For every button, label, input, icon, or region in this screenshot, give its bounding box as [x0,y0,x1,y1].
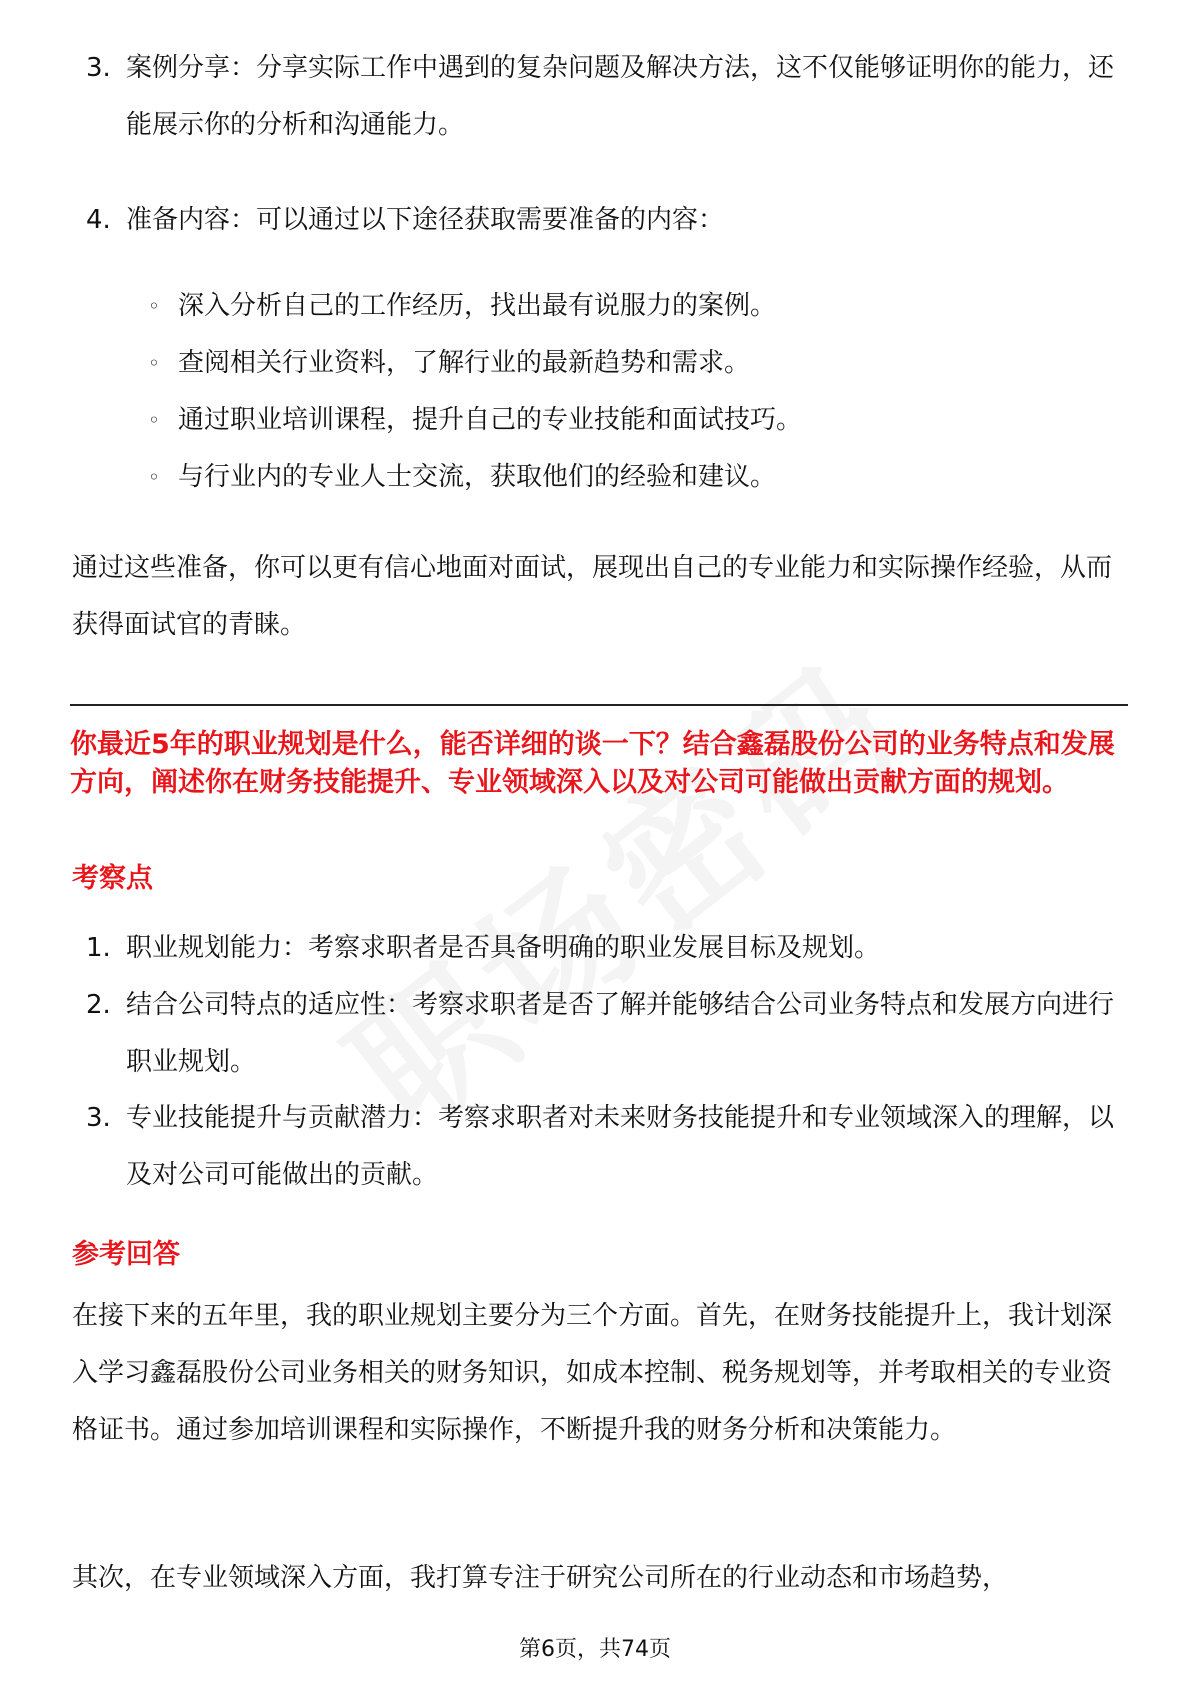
bullet-text: 查阅相关行业资料，了解行业的最新趋势和需求。 [178,348,751,378]
list-number: 2. [86,990,111,1020]
bullet-text: 深入分析自己的工作经历，找出最有说服力的案例。 [178,291,777,321]
section-heading-examine: 考察点 [72,863,153,894]
list-number: 3. [86,53,111,83]
page-number: 第6页，共74页 [519,1637,671,1662]
bullet-icon: ◦ [148,465,160,489]
answer-paragraph: 在接下来的五年里，我的职业规划主要分为三个方面。首先，在财务技能提升上，我计划深入学习鑫磊股份公司业务相关的财务知识，如成本控制、税务规划等，并考取相关的专业资格证书。通过参加培训课程和实际操作，不断提升我的财务分析和决策能力。 [72,1301,1113,1445]
closing-paragraph: 通过这些准备，你可以更有信心地面对面试，展现出自己的专业能力和实际操作经验，从而获得面试官的青睐。 [72,553,1113,640]
bullet-icon: ◦ [148,408,160,432]
list-number: 3. [86,1103,111,1133]
list-text: 案例分享：分享实际工作中遇到的复杂问题及解决方法，这不仅能够证明你的能力，还能展示你的分析和沟通能力。 [126,53,1115,140]
list-number: 4. [86,205,111,235]
section-divider [70,704,1128,706]
interview-question: 你最近5年的职业规划是什么，能否详细的谈一下？结合鑫磊股份公司的业务特点和发展方向，阐述你在财务技能提升、专业领域深入以及对公司可能做出贡献方面的规划。 [70,729,1115,798]
list-text: 职业规划能力：考察求职者是否具备明确的职业发展目标及规划。 [126,933,881,963]
bullet-icon: ◦ [148,351,160,375]
bullet-icon: ◦ [148,294,160,318]
list-number: 1. [86,933,111,963]
answer-paragraph: 其次，在专业领域深入方面，我打算专注于研究公司所在的行业动态和市场趋势， [72,1563,1009,1593]
bullet-text: 通过职业培训课程，提升自己的专业技能和面试技巧。 [178,405,803,435]
section-heading-answer: 参考回答 [72,1239,180,1270]
list-text: 结合公司特点的适应性：考察求职者是否了解并能够结合公司业务特点和发展方向进行职业规划。 [126,990,1115,1077]
list-text: 准备内容：可以通过以下途径获取需要准备的内容： [126,205,725,235]
bullet-text: 与行业内的专业人士交流，获取他们的经验和建议。 [178,462,777,492]
list-text: 专业技能提升与贡献潜力：考察求职者对未来财务技能提升和专业领域深入的理解，以及对公司可能做出的贡献。 [126,1103,1115,1190]
